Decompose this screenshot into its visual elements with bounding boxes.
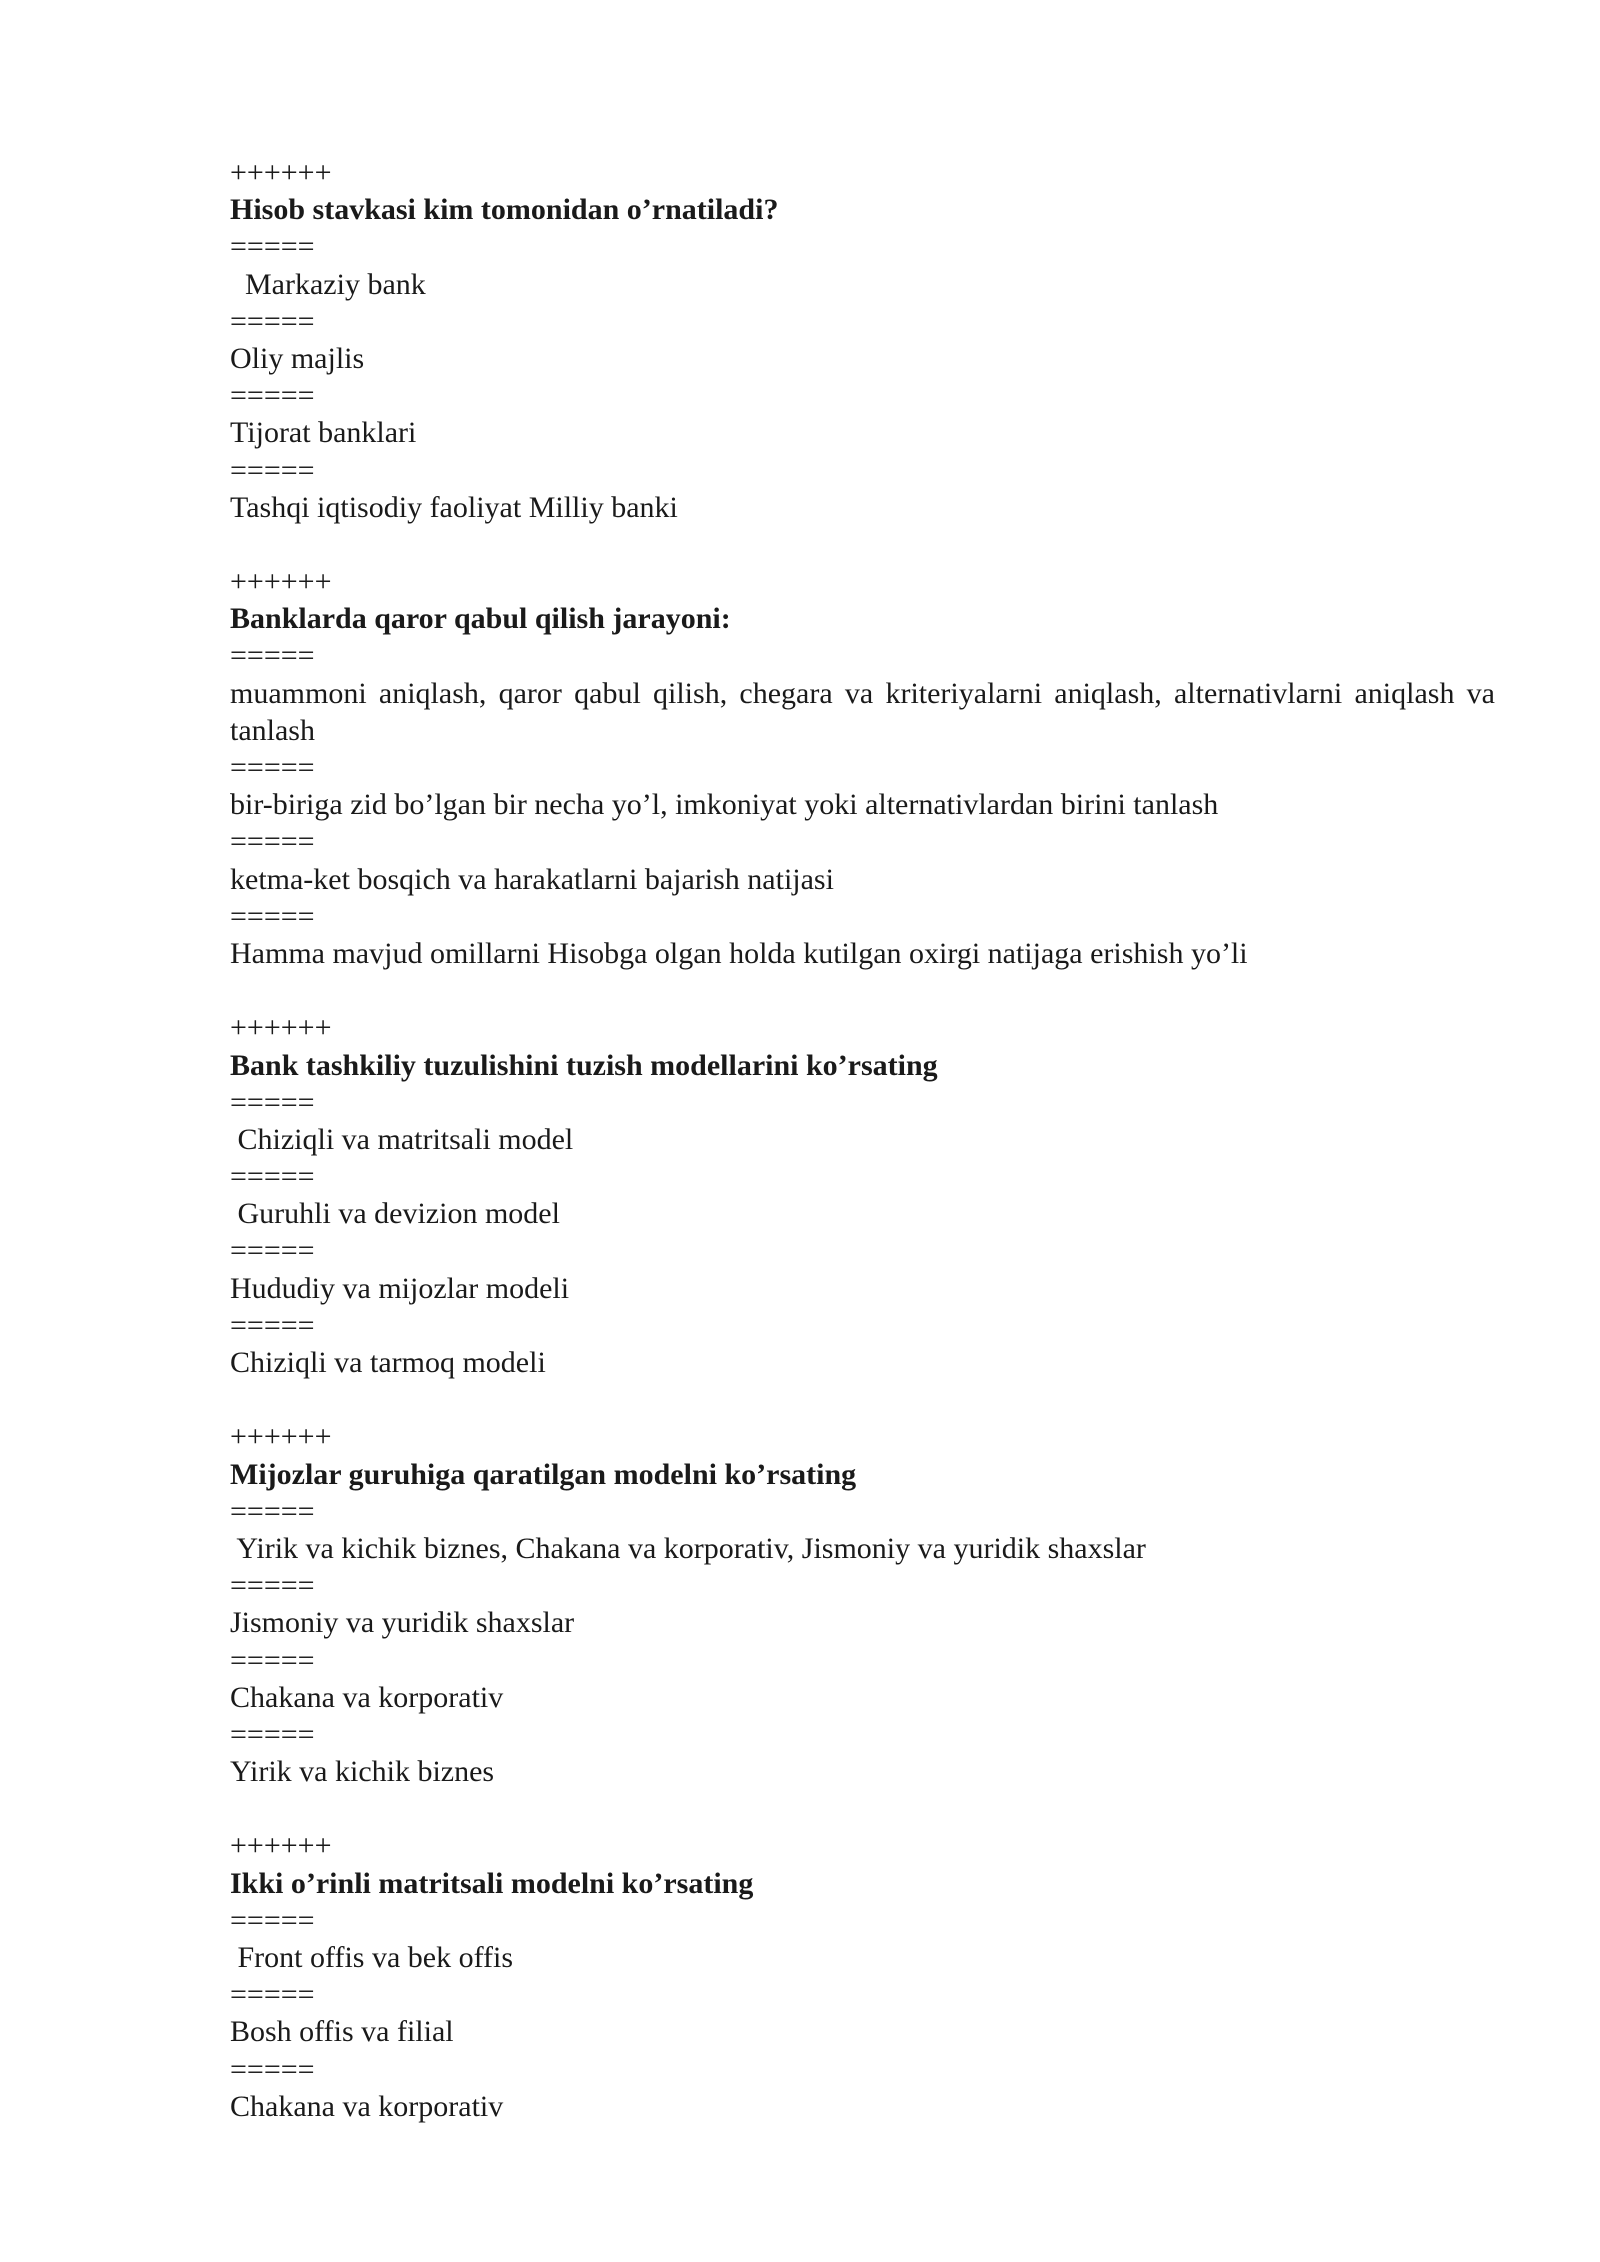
question-marker: ++++++ xyxy=(230,565,332,599)
answer-option: Bosh offis va filial xyxy=(230,2015,454,2049)
answer-option: Jismoniy va yuridik shaxslar xyxy=(230,1606,575,1640)
answer-option: Chiziqli va tarmoq modeli xyxy=(230,1346,546,1380)
answer-separator: ===== xyxy=(230,639,315,673)
answer-separator: ===== xyxy=(230,1903,315,1937)
answer-option: Chakana va korporativ xyxy=(230,2089,504,2123)
question-block xyxy=(230,1009,1495,1381)
question-marker: ++++++ xyxy=(230,1011,332,1045)
question-text: Mijozlar guruhiga qaratilgan modelni ko’rsating xyxy=(230,1457,857,1491)
question-text: Banklarda qaror qabul qilish jarayoni: xyxy=(230,602,731,636)
answer-separator: ===== xyxy=(230,1717,315,1751)
answer-option: ketma-ket bosqich va harakatlarni bajarish natijasi xyxy=(230,862,834,896)
answer-separator: ===== xyxy=(230,751,315,785)
answer-separator: ===== xyxy=(230,1160,315,1194)
question-block xyxy=(230,1827,1495,2125)
answer-separator: ===== xyxy=(230,379,315,413)
question-block xyxy=(230,563,1495,972)
question-marker: ++++++ xyxy=(230,1420,332,1454)
answer-separator: ===== xyxy=(230,2052,315,2086)
question-block xyxy=(230,154,1495,526)
question-text: Bank tashkiliy tuzulishini tuzish modellarini ko’rsating xyxy=(230,1048,938,1082)
answer-separator: ===== xyxy=(230,304,315,338)
answer-option: Tijorat banklari xyxy=(230,416,417,450)
question-text: Ikki o’rinli matritsali modelni ko’rsating xyxy=(230,1866,754,1900)
answer-option: Hamma mavjud omillarni Hisobga olgan holda kutilgan oxirgi natijaga erishish yo’li xyxy=(230,936,1248,970)
question-text: Hisob stavkasi kim tomonidan o’rnatiladi? xyxy=(230,193,779,227)
question-marker: ++++++ xyxy=(230,156,332,189)
answer-separator: ===== xyxy=(230,1234,315,1268)
answer-option: Front offis va bek offis xyxy=(230,1941,514,1975)
spacer xyxy=(230,1381,1495,1418)
answer-option: muammoni aniqlash, qaror qabul qilish, chegara va kriteriyalarni aniqlash, alternativlarni aniqlash va tanlash xyxy=(230,676,1495,747)
answer-option: Chiziqli va matritsali model xyxy=(230,1122,574,1156)
question-marker: ++++++ xyxy=(230,1829,332,1863)
answer-option: Markaziy bank xyxy=(230,267,426,301)
answer-separator: ===== xyxy=(230,1569,315,1603)
answer-separator: ===== xyxy=(230,1978,315,2012)
spacer xyxy=(230,1790,1495,1827)
answer-option: bir-biriga zid bo’lgan bir necha yo’l, imkoniyat yoki alternativlardan birini tanlash xyxy=(230,788,1219,822)
answer-separator: ===== xyxy=(230,230,315,264)
answer-option: Yirik va kichik biznes xyxy=(230,1755,495,1789)
document-page xyxy=(230,154,1495,2125)
answer-separator: ===== xyxy=(230,825,315,859)
answer-option: Chakana va korporativ xyxy=(230,1680,504,1714)
answer-separator: ===== xyxy=(230,1643,315,1677)
answer-option: Tashqi iqtisodiy faoliyat Milliy banki xyxy=(230,490,678,524)
answer-option: Oliy majlis xyxy=(230,341,365,375)
answer-separator: ===== xyxy=(230,899,315,933)
spacer xyxy=(230,526,1495,563)
answer-separator: ===== xyxy=(230,1308,315,1342)
answer-separator: ===== xyxy=(230,1494,315,1528)
question-block xyxy=(230,1418,1495,1790)
answer-option: Hududiy va mijozlar modeli xyxy=(230,1271,570,1305)
answer-separator: ===== xyxy=(230,453,315,487)
answer-option: Guruhli va devizion model xyxy=(230,1197,560,1231)
answer-option: Yirik va kichik biznes, Chakana va korporativ, Jismoniy va yuridik shaxslar xyxy=(230,1531,1146,1565)
answer-separator: ===== xyxy=(230,1085,315,1119)
spacer xyxy=(230,972,1495,1009)
